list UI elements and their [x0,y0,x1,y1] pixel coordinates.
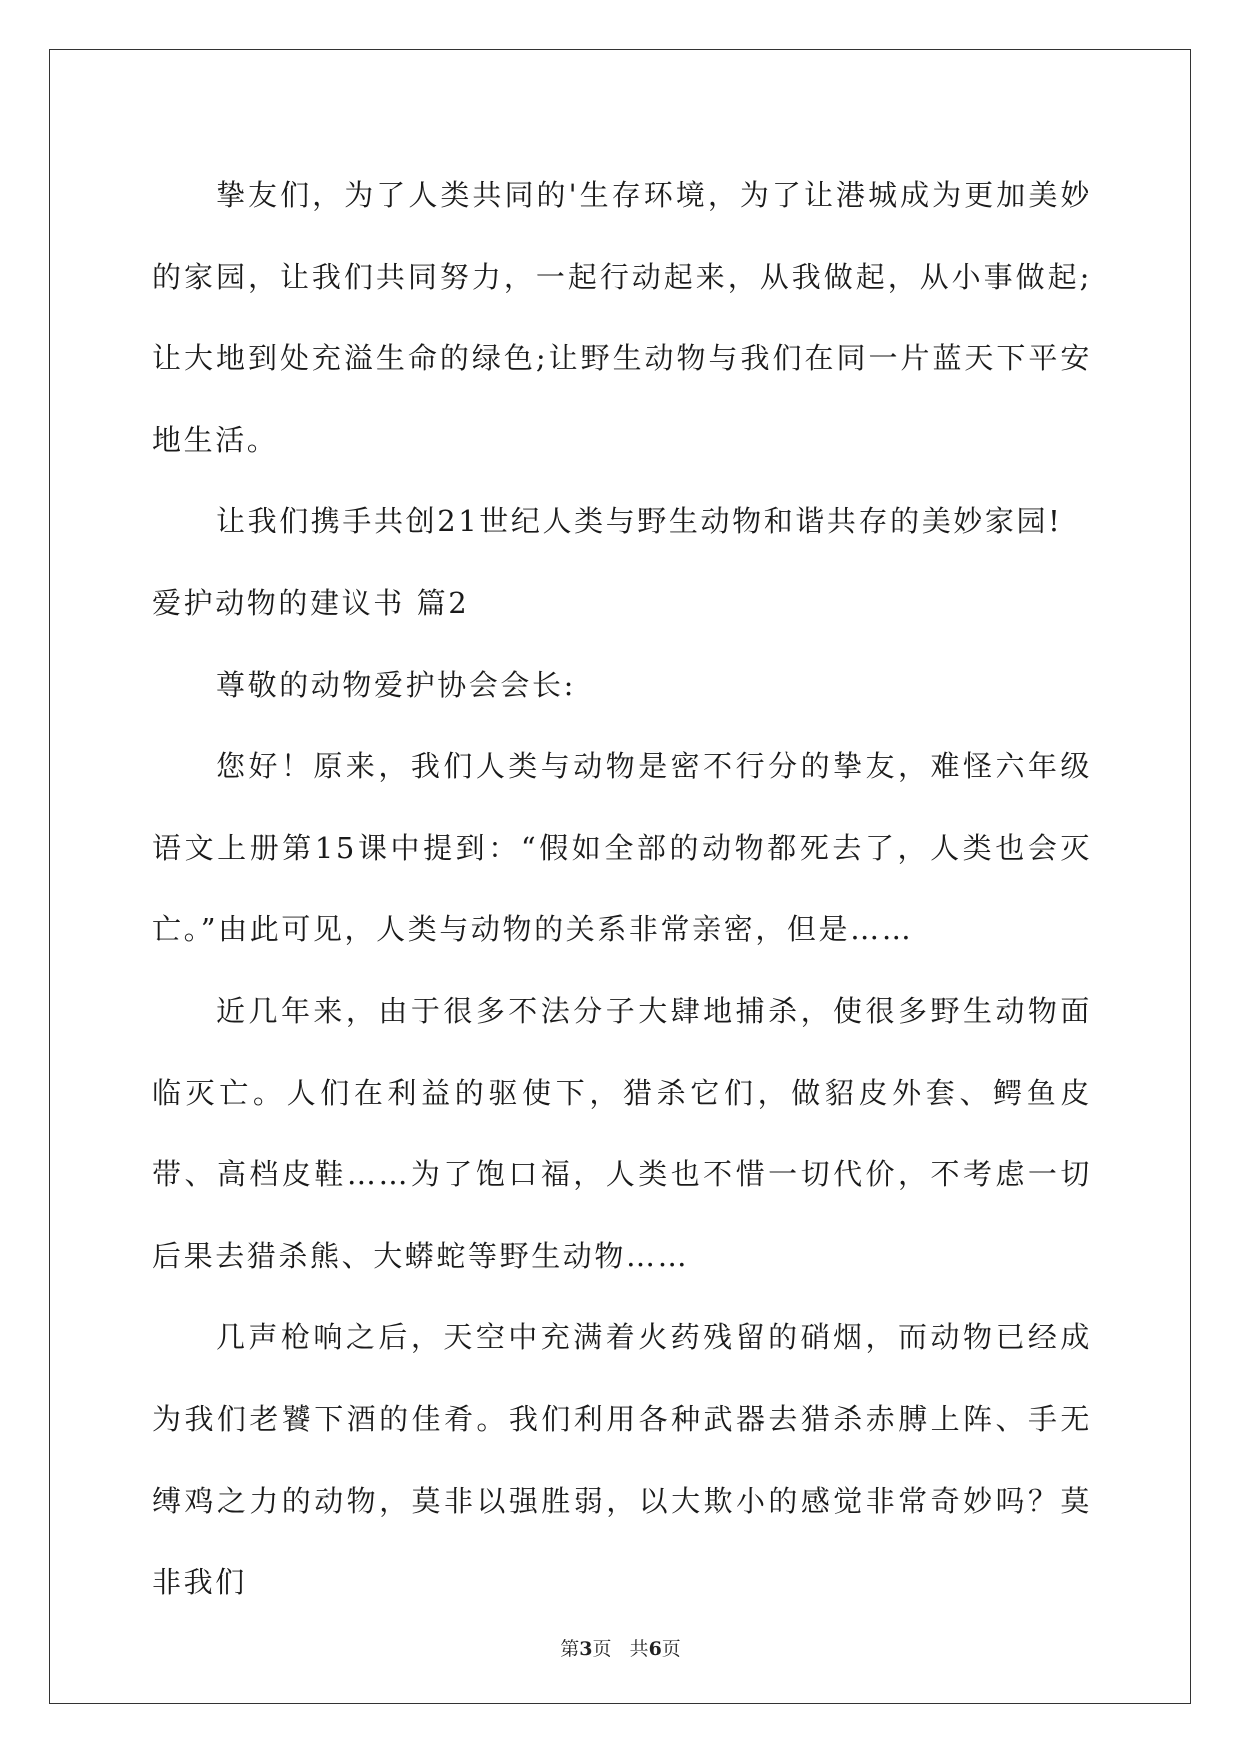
footer-page-current: 3 [579,1638,593,1660]
paragraph-slogan: 让我们携手共创21世纪人类与野生动物和谐共存的美妙家园! [216,504,1063,539]
footer-page-total: 6 [648,1638,662,1660]
paragraph-closing-appeal: 挚友们，为了人类共同的'生存环境，为了让港城成为更加美妙的家园，让我们共同努力，一起行动起来，从我做起，从小事做起;让大地到处充溢生命的绿色;让野生动物与我们在同一片蓝天下平安地生活。 [152,178,1092,457]
footer-mid: 页 共 [592,1638,649,1660]
footer-suffix: 页 [661,1638,681,1660]
section-heading: 爱护动物的建议书 篇2 [152,585,470,620]
paragraph-hunting: 近几年来，由于很多不法分子大肆地捕杀，使很多野生动物面临灭亡。人们在利益的驱使下，猎杀它们，做貂皮外套、鳄鱼皮带、高档皮鞋……为了饱口福，人类也不惜一切代价，不考虑一切后果去猎杀熊、大蟒蛇等野生动物…… [152,993,1092,1273]
page-footer [0,1634,1241,1661]
document-body [152,155,1092,1624]
footer-prefix: 第 [560,1638,580,1660]
paragraph-salutation: 尊敬的动物爱护协会会长: [216,667,576,702]
paragraph-gunshots: 几声枪响之后，天空中充满着火药残留的硝烟，而动物已经成为我们老饕下酒的佳肴。我们利用各种武器去猎杀赤膊上阵、手无缚鸡之力的动物，莫非以强胜弱，以大欺小的感觉非常奇妙吗？莫非我们 [152,1320,1092,1600]
paragraph-greeting: 您好！原来，我们人类与动物是密不行分的挚友，难怪六年级语文上册第15课中提到：“假如全部的动物都死去了，人类也会灭亡。”由此可见，人类与动物的关系非常亲密，但是…… [152,749,1092,947]
